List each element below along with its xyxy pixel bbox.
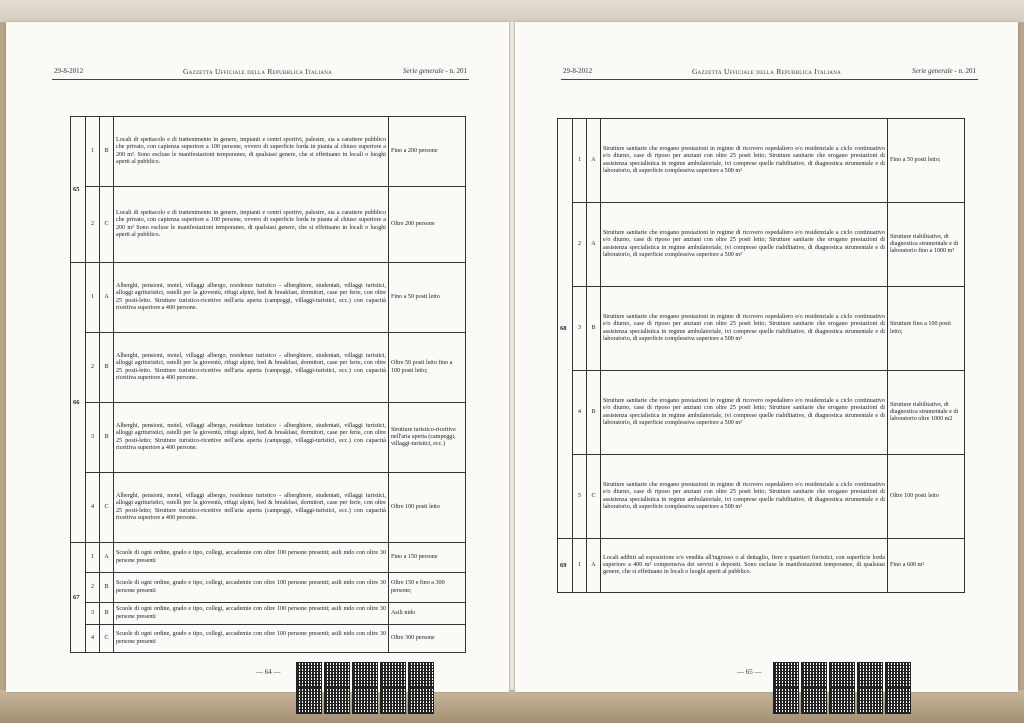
table-row: [71, 625, 466, 653]
threshold-limit: Strutture riabilitative, di diagnostica strumentale e di laboratorio oltre 1000 m2: [888, 371, 965, 455]
activity-description: Alberghi, pensioni, motel, villaggi albergo, residenze turistico - alberghiere, studentati, villaggi turistici, alloggi agrituristici, ostelli per la gioventù, rifugi alpini, bed & breakfast, dormitori, case per ferie, con oltre 25 posti-letto; Strutture turistico-ricettive nell'aria aperta (campeggi, villaggi-turistici, ecc.) con capacità ricettiva superiore a 400 persone.: [114, 473, 389, 543]
threshold-limit: Fino a 200 persone: [389, 117, 466, 187]
right-page: [515, 22, 1018, 692]
category-class: A: [587, 119, 601, 203]
activity-description: Locali adibiti ad esposizione e/o vendita all'ingrosso o al dettaglio, fiere e quartieri fieristici, con superficie lorda superiore a 400 m² comprensiva dei servizi e depositi. Sono escluse le manifestazioni temporanee, di qualsiasi genere, che si effettuano in locali o luoghi aperti al pubblico.: [601, 539, 888, 593]
issue-number: n. 201: [449, 67, 467, 75]
page-header: [6, 67, 509, 79]
table-row: [558, 455, 965, 539]
activity-description: Scuole di ogni ordine, grado e tipo, collegi, accademie con oltre 100 persone presenti; asili nido con oltre 30 persone presenti: [114, 573, 389, 603]
header-series: [403, 67, 467, 75]
table-row: [71, 573, 466, 603]
barcode-icon: [408, 688, 434, 714]
barcode-icon: [773, 662, 799, 688]
category-class: C: [587, 455, 601, 539]
subcategory-number: 1: [573, 119, 587, 203]
subcategory-number: 2: [86, 573, 100, 603]
activity-number: 67: [71, 543, 86, 653]
activity-number: 69: [558, 539, 573, 593]
barcode-icon: [801, 688, 827, 714]
table-row: [558, 539, 965, 593]
scan-top-edge: [0, 0, 1024, 22]
category-class: C: [100, 625, 114, 653]
page-footer: [515, 662, 1018, 712]
barcode-icon: [380, 662, 406, 688]
table-row: [71, 263, 466, 333]
activity-description: Strutture sanitarie che erogano prestazioni in regime di ricovero ospedaliero e/o residenziale a ciclo continuativo e/o diurno, case di riposo per anziani con oltre 25 posti letto; Strutture sanitarie che erogano prestazioni di assistenza specialistica in regime ambulatoriale, ivi comprese quelle riabilitative, di diagnostica strumentale e di laboratorio, di superficie complessiva superiore a 500 m²: [601, 119, 888, 203]
table-row: [558, 287, 965, 371]
threshold-limit: Fino a 600 m²: [888, 539, 965, 593]
subcategory-number: 1: [573, 539, 587, 593]
subcategory-number: 4: [86, 625, 100, 653]
activity-description: Alberghi, pensioni, motel, villaggi albergo, residenze turistico - alberghiere, studentati, villaggi turistici, alloggi agrituristici, ostelli per la gioventù, rifugi alpini, bed & breakfast, dormitori, case per ferie, con oltre 25 posti-letto. Strutture turistico-ricettive nell'aria aperta (campeggi, villaggi-turistici, ecc.) con capacità ricettiva superiore a 400 persone.: [114, 333, 389, 403]
subcategory-number: 3: [86, 403, 100, 473]
activity-description: Alberghi, pensioni, motel, villaggi albergo, residenze turistico - alberghiere, studentati, villaggi turistici, alloggi agrituristici, ostelli per la gioventù, rifugi alpini, bed & breakfast, dormitori, case per ferie, con oltre 25 posti-letto; Strutture turistico-ricettive nell'aria aperta (campeggi, villaggi-turistici, ecc.) con capacità ricettiva superiore a 400 persone.: [114, 403, 389, 473]
category-class: A: [100, 263, 114, 333]
activity-description: Strutture sanitarie che erogano prestazioni in regime di ricovero ospedaliero e/o residenziale a ciclo continuativo e/o diurno, case di riposo per anziani con oltre 25 posti letto; Strutture sanitarie che erogano prestazioni di assistenza specialistica in regime ambulatoriale, ivi comprese quelle riabilitative, di diagnostica strumentale e di laboratorio, di superficie complessiva superiore a 500 m²: [601, 371, 888, 455]
barcode-icon: [352, 688, 378, 714]
series-label: Serie generale -: [403, 67, 450, 75]
barcode-icon: [324, 688, 350, 714]
barcode-icon: [829, 688, 855, 714]
header-title: Gazzetta Ufficiale della Repubblica Italiana: [182, 67, 333, 76]
activity-number: 65: [71, 117, 86, 263]
barcode-icon: [408, 662, 434, 688]
threshold-limit: Oltre 200 persone: [389, 187, 466, 263]
page-header: [515, 67, 1018, 79]
barcode-icon: [857, 688, 883, 714]
header-date: 29-8-2012: [563, 67, 593, 75]
threshold-limit: Oltre 100 posti letto: [389, 473, 466, 543]
category-class: A: [587, 203, 601, 287]
category-class: C: [100, 473, 114, 543]
subcategory-number: 5: [573, 455, 587, 539]
left-page: [6, 22, 509, 692]
threshold-limit: Fino a 50 posti letto: [389, 263, 466, 333]
subcategory-number: 2: [573, 203, 587, 287]
table-row: [71, 403, 466, 473]
activity-description: Scuole di ogni ordine, grado e tipo, collegi, accademie con oltre 100 persone presenti; asili nido con oltre 30 persone presenti: [114, 625, 389, 653]
header-series: [912, 67, 976, 75]
barcode-icon: [773, 688, 799, 714]
activity-description: Locali di spettacolo e di trattenimento in genere, impianti e centri sportivi, palestre, sia a carattere pubblico che privato, con capienza superiore a 100 persone, ovvero di superficie lorda in pianta al chiuso superiore a 200 m² Sono escluse le manifestazioni temporanee, di qualsiasi genere, che si effettuano in locali o luoghi aperti al pubblico.: [114, 187, 389, 263]
activity-number: 68: [558, 119, 573, 539]
subcategory-number: 1: [86, 263, 100, 333]
activity-description: Strutture sanitarie che erogano prestazioni in regime di ricovero ospedaliero e/o residenziale a ciclo continuativo e/o diurno, case di riposo per anziani con oltre 25 posti letto; Strutture sanitarie che erogano prestazioni di assistenza specialistica in regime ambulatoriale, ivi comprese quelle riabilitative, di diagnostica strumentale e di laboratorio, di superficie complessiva superiore a 500 m²: [601, 203, 888, 287]
activity-table: [70, 116, 466, 653]
activity-table: [557, 118, 965, 593]
table-row: [71, 117, 466, 187]
header-rule: [52, 79, 469, 80]
activity-description: Scuole di ogni ordine, grado e tipo, collegi, accademie con oltre 100 persone presenti; asili nido con oltre 30 persone presenti: [114, 603, 389, 625]
header-rule: [561, 79, 978, 80]
header-date: 29-8-2012: [54, 67, 84, 75]
threshold-limit: Strutture riabilitative, di diagnostica strumentale e di laboratorio fino a 1000 m²: [888, 203, 965, 287]
threshold-limit: Oltre 50 posti letto fino a 100 posti letto;: [389, 333, 466, 403]
table-row: [558, 203, 965, 287]
threshold-limit: Strutture turistico-ricettive nell'aria aperta (campeggi, villaggi-turistici, ecc.): [389, 403, 466, 473]
activity-description: Strutture sanitarie che erogano prestazioni in regime di ricovero ospedaliero e/o residenziale a ciclo continuativo e/o diurno, case di riposo per anziani con oltre 25 posti letto; Strutture sanitarie che erogano prestazioni di assistenza specialistica in regime ambulatoriale, ivi comprese quelle riabilitative, di diagnostica strumentale e di laboratorio, di superficie complessiva superiore a 500 m²: [601, 455, 888, 539]
threshold-limit: Strutture fino a 100 posti letto;: [888, 287, 965, 371]
issue-number: n. 201: [958, 67, 976, 75]
barcode-icon: [324, 662, 350, 688]
table-row: [71, 333, 466, 403]
subcategory-number: 4: [573, 371, 587, 455]
series-label: Serie generale -: [912, 67, 959, 75]
category-class: B: [100, 333, 114, 403]
threshold-limit: Asili nido: [389, 603, 466, 625]
threshold-limit: Oltre 150 e fino a 300 persone;: [389, 573, 466, 603]
category-class: A: [587, 539, 601, 593]
category-class: B: [100, 403, 114, 473]
activity-number: 66: [71, 263, 86, 543]
threshold-limit: Fino a 50 posti letto;: [888, 119, 965, 203]
activity-description: Scuole di ogni ordine, grado e tipo, collegi, accademie con oltre 100 persone presenti; asili nido con oltre 30 persone presenti: [114, 543, 389, 573]
page-number: — 64 —: [256, 668, 281, 676]
category-class: A: [100, 543, 114, 573]
activity-description: Strutture sanitarie che erogano prestazioni in regime di ricovero ospedaliero e/o residenziale a ciclo continuativo e/o diurno, case di riposo per anziani con oltre 25 posti letto; Strutture sanitarie che erogano prestazioni di assistenza specialistica in regime ambulatoriale, ivi comprese quelle riabilitative, di diagnostica strumentale e di laboratorio, di superficie complessiva superiore a 500 m²: [601, 287, 888, 371]
subcategory-number: 3: [573, 287, 587, 371]
page-footer: [6, 662, 509, 712]
table-row: [71, 473, 466, 543]
header-title: Gazzetta Ufficiale della Repubblica Italiana: [691, 67, 842, 76]
subcategory-number: 3: [86, 603, 100, 625]
category-class: B: [587, 371, 601, 455]
subcategory-number: 2: [86, 333, 100, 403]
subcategory-number: 2: [86, 187, 100, 263]
category-class: B: [587, 287, 601, 371]
table-row: [558, 119, 965, 203]
barcode-icon: [296, 662, 322, 688]
activity-description: Locali di spettacolo e di trattenimento in genere, impianti e centri sportivi, palestre, sia a carattere pubblico che privato, con capienza superiore a 100 persone, ovvero di superficie lorda in pianta al chiuso superiore a 200 m². Sono escluse le manifestazioni temporanee, di qualsiasi genere, che si effettuano in locali o luoghi aperti al pubblico.: [114, 117, 389, 187]
category-class: C: [100, 187, 114, 263]
barcode-icon: [380, 688, 406, 714]
subcategory-number: 4: [86, 473, 100, 543]
category-class: B: [100, 573, 114, 603]
barcode-icon: [857, 662, 883, 688]
category-class: B: [100, 117, 114, 187]
table-row: [71, 187, 466, 263]
page-number: — 65 —: [737, 668, 762, 676]
table-row: [71, 543, 466, 573]
threshold-limit: Oltre 100 posti letto: [888, 455, 965, 539]
barcode-icon: [829, 662, 855, 688]
table-row: [71, 603, 466, 625]
category-class: B: [100, 603, 114, 625]
barcode-icon: [352, 662, 378, 688]
barcode-icon: [801, 662, 827, 688]
threshold-limit: Fino a 150 persone: [389, 543, 466, 573]
barcode-icon: [885, 662, 911, 688]
subcategory-number: 1: [86, 543, 100, 573]
activity-description: Alberghi, pensioni, motel, villaggi albergo, residenze turistico - alberghiere, studentati, villaggi turistici, alloggi agrituristici, ostelli per la gioventù, rifugi alpini, bed & breakfast, dormitori, case per ferie, con oltre 25 posti-letto. Strutture turistico-ricettive nell'aria aperta (campeggi, villaggi-turistici, ecc.) con capacità ricettiva superiore a 400 persone.: [114, 263, 389, 333]
barcode-icon: [296, 688, 322, 714]
subcategory-number: 1: [86, 117, 100, 187]
table-row: [558, 371, 965, 455]
barcode-icon: [885, 688, 911, 714]
threshold-limit: Oltre 300 persone: [389, 625, 466, 653]
